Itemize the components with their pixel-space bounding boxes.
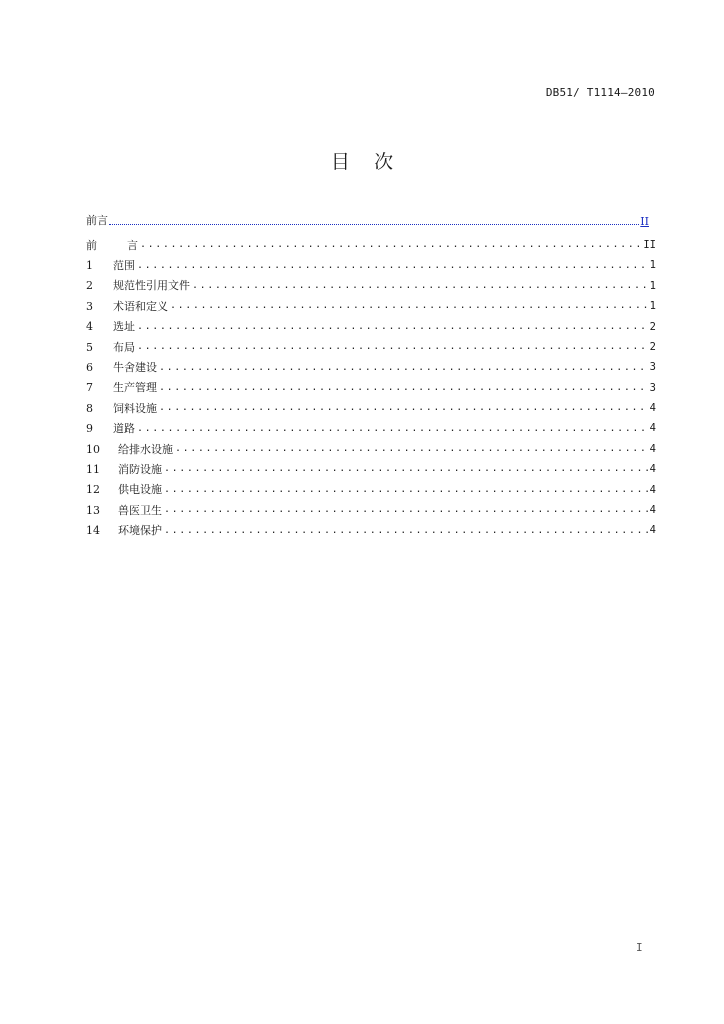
toc-entry-page: 1	[649, 279, 656, 292]
toc-leader-dots	[137, 424, 648, 434]
toc-entry-page: 1	[649, 259, 656, 272]
toc-entry-title: 生产管理	[113, 381, 157, 395]
toc-entry-1[interactable]	[86, 255, 656, 275]
toc-entry-number: 12	[86, 483, 100, 497]
toc-entry-title: 消防设施	[118, 462, 162, 476]
toc-entry-number: 4	[86, 320, 93, 334]
toc-entry-12[interactable]	[86, 480, 656, 500]
toc-leader-dots	[175, 444, 648, 454]
toc-entry-page: 2	[649, 320, 656, 333]
toc-entry-page: 3	[649, 361, 656, 374]
toc-entry-page: 3	[649, 381, 656, 394]
toc-entry-10[interactable]	[86, 439, 656, 459]
toc-hyperlink-entry[interactable]	[86, 212, 649, 228]
toc-entry-title: 范围	[113, 259, 135, 273]
toc-entry-5[interactable]	[86, 337, 656, 357]
toc-entry-title: 给排水设施	[118, 442, 173, 456]
toc-entry-page: 4	[649, 422, 656, 435]
toc-entry-title: 言	[113, 238, 138, 252]
toc-entry-page: 4	[649, 463, 656, 476]
toc-hyperlink-page[interactable]: II	[640, 215, 649, 228]
table-of-contents	[86, 235, 656, 541]
toc-entry-page: 2	[649, 340, 656, 353]
toc-leader-dots	[170, 301, 648, 311]
toc-entry-2[interactable]	[86, 276, 656, 296]
toc-entry-title: 牛舍建设	[113, 361, 157, 375]
toc-hyperlink-title[interactable]: 前言	[86, 214, 108, 227]
toc-entry-number: 10	[86, 442, 100, 456]
toc-entry-title: 饲料设施	[113, 401, 157, 415]
toc-entry-number: 2	[86, 279, 93, 293]
toc-leader-dots	[164, 505, 648, 515]
toc-entry-7[interactable]	[86, 378, 656, 398]
toc-entry-6[interactable]	[86, 357, 656, 377]
toc-leader-dots	[164, 485, 648, 495]
toc-entry-title: 选址	[113, 320, 135, 334]
toc-entry-number: 8	[86, 401, 93, 415]
toc-entry-number: 14	[86, 524, 100, 538]
toc-entry-title: 布局	[113, 340, 135, 354]
toc-entry-page: II	[643, 238, 656, 251]
toc-entry-number: 6	[86, 361, 93, 375]
toc-entry-title: 兽医卫生	[118, 503, 162, 517]
toc-entry-8[interactable]	[86, 398, 656, 418]
toc-hyperlink-leader	[109, 224, 639, 225]
toc-leader-dots	[137, 261, 648, 271]
toc-entry-title: 环境保护	[118, 524, 162, 538]
page-title: 目 次	[330, 151, 394, 173]
standard-code: DB51/ T1114—2010	[545, 86, 655, 99]
toc-entry-number: 13	[86, 503, 100, 517]
page-number: I	[636, 941, 643, 954]
toc-entry-title: 供电设施	[118, 483, 162, 497]
toc-leader-dots	[192, 281, 648, 291]
toc-entry-page: 4	[649, 402, 656, 415]
toc-entry-number: 5	[86, 340, 93, 354]
toc-entry-page: 4	[649, 483, 656, 496]
toc-entry-3[interactable]	[86, 296, 656, 316]
toc-entry-9[interactable]	[86, 419, 656, 439]
toc-entry-page: 1	[649, 300, 656, 313]
toc-entry-11[interactable]	[86, 459, 656, 479]
toc-entry-number: 1	[86, 259, 93, 273]
toc-leader-dots	[164, 526, 648, 536]
toc-entry-page: 4	[649, 504, 656, 517]
toc-leader-dots	[159, 363, 648, 373]
toc-entry-number: 7	[86, 381, 93, 395]
toc-entry-page: 4	[649, 442, 656, 455]
toc-leader-dots	[164, 464, 648, 474]
toc-leader-dots	[137, 322, 648, 332]
toc-leader-dots	[159, 403, 648, 413]
toc-entry-preface[interactable]	[86, 235, 656, 255]
toc-leader-dots	[137, 342, 648, 352]
toc-entry-title: 术语和定义	[113, 299, 168, 313]
toc-entry-13[interactable]	[86, 500, 656, 520]
toc-entry-14[interactable]	[86, 520, 656, 540]
toc-entry-4[interactable]	[86, 317, 656, 337]
toc-entry-number: 9	[86, 422, 93, 436]
toc-leader-dots	[159, 383, 648, 393]
toc-entry-number: 前	[86, 238, 97, 252]
toc-leader-dots	[140, 240, 641, 250]
toc-entry-number: 3	[86, 299, 93, 313]
toc-entry-page: 4	[649, 524, 656, 537]
toc-entry-number: 11	[86, 462, 100, 476]
toc-entry-title: 规范性引用文件	[113, 279, 190, 293]
toc-entry-title: 道路	[113, 422, 135, 436]
